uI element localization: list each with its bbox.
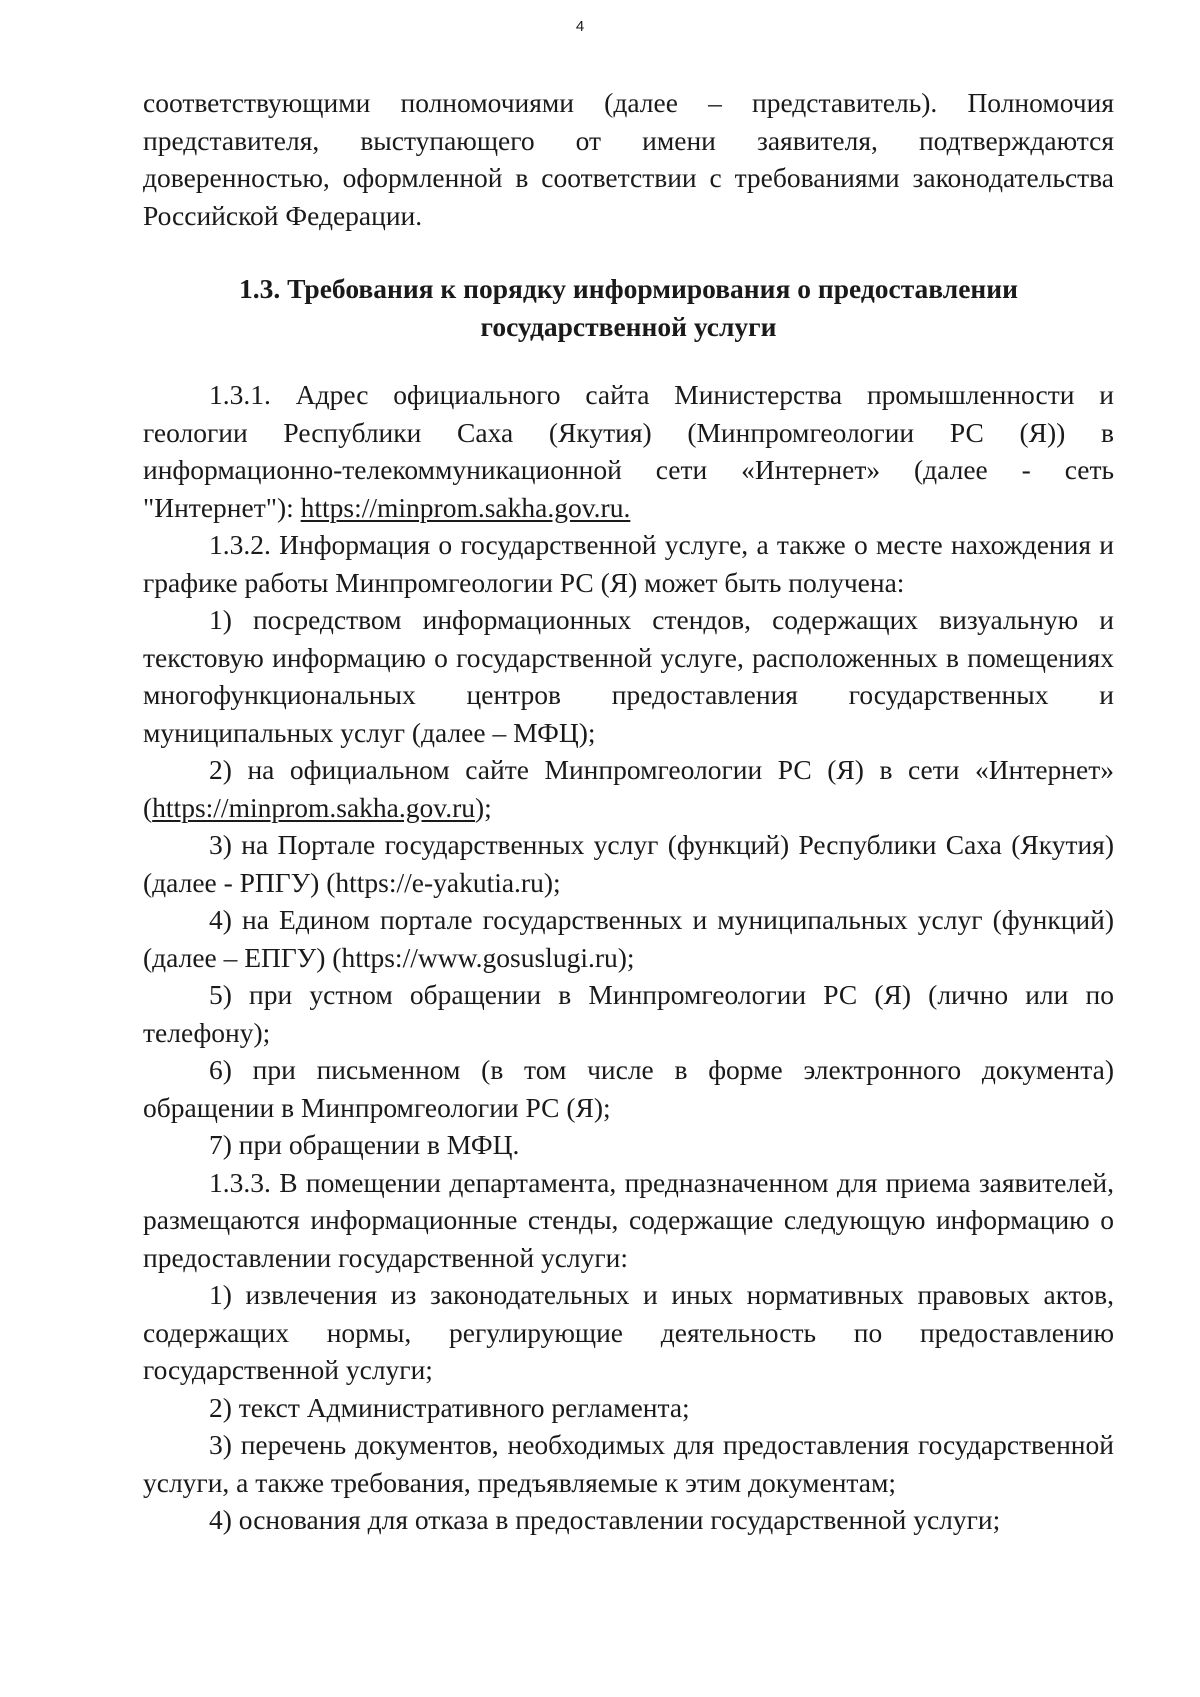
paragraph-1-3-1 xyxy=(143,376,1114,526)
info-source-item-6: 6) при письменном (в том числе в форме электронного документа) обращении в Минпромгеологии РС (Я); xyxy=(143,1054,1114,1123)
info-source-item-1: 1) посредством информационных стендов, содержащих визуальную и текстовую информацию о государственной услуге, расположенных в помещениях многофункциональных центров предоставления государственных и муниципальных услуг (далее – МФЦ); xyxy=(143,604,1114,748)
section-heading xyxy=(143,270,1114,345)
stand-item-4: 4) основания для отказа в предоставлении государственной услуги; xyxy=(209,1504,1001,1535)
paragraph-1-3-3: 1.3.3. В помещении департамента, предназначенном для приема заявителей, размещаются информационные стенды, содержащие следующую информацию о предоставлении государственной услуги: xyxy=(143,1166,1114,1273)
info-source-item-4: 4) на Едином портале государственных и муниципальных услуг (функций) (далее – ЕПГУ) (https://www.gosuslugi.ru); xyxy=(143,904,1114,973)
page-number: 4 xyxy=(575,18,585,35)
ministry-website-link-2[interactable]: https://minprom.sakha.gov.ru xyxy=(152,791,476,823)
info-source-item-5: 5) при устном обращении в Минпромгеологии РС (Я) (лично или по телефону); xyxy=(143,979,1114,1048)
info-source-item-3: 3) на Портале государственных услуг (функций) Республики Саха (Якутия) (далее - РПГУ) (https://e-yakutia.ru); xyxy=(143,829,1114,898)
info-source-item-2-text: 2) на официальном сайте Минпромгеологии РС (Я) в сети «Интернет» ( xyxy=(143,754,1114,823)
stand-item-3: 3) перечень документов, необходимых для предоставления государственной услуги, а также требования, предъявляемые к этим документам; xyxy=(143,1429,1114,1498)
stand-item-2: 2) текст Административного регламента; xyxy=(209,1391,690,1423)
paragraph-1-3-2: 1.3.2. Информация о государственной услуге, а также о месте нахождения и графике работы Минпромгеологии РС (Я) может быть получена: xyxy=(143,529,1114,598)
stand-item-1: 1) извлечения из законодательных и иных нормативных правовых актов, содержащих нормы, регулирующие деятельность по предоставлению государственной услуги; xyxy=(143,1279,1114,1385)
paragraph-1-3-1-text: 1.3.1. Адрес официального сайта Министерства промышленности и геологии Республики Саха (Якутия) (Минпромгеологии РС (Я)) в информационно-телекоммуникационной сети «Интернет» (далее - сеть "Интернет"): xyxy=(143,379,1114,523)
ministry-website-link[interactable]: https://minprom.sakha.gov.ru. xyxy=(300,491,631,523)
info-source-item-7: 7) при обращении в МФЦ. xyxy=(209,1129,520,1160)
info-source-item-2 xyxy=(143,751,1114,826)
section-heading-line-2: государственной услуги xyxy=(480,310,777,342)
document-body xyxy=(143,84,1114,1539)
intro-paragraph: соответствующими полномочиями (далее – представитель). Полномочия представителя, выступающего от имени заявителя, подтверждаются доверенностью, оформленной в соответствии с требованиями законодательства Российской Федерации. xyxy=(143,87,1114,231)
info-source-item-2-suffix: ); xyxy=(475,791,492,823)
section-heading-line-1: 1.3. Требования к порядку информирования о предоставлении xyxy=(239,273,1018,304)
